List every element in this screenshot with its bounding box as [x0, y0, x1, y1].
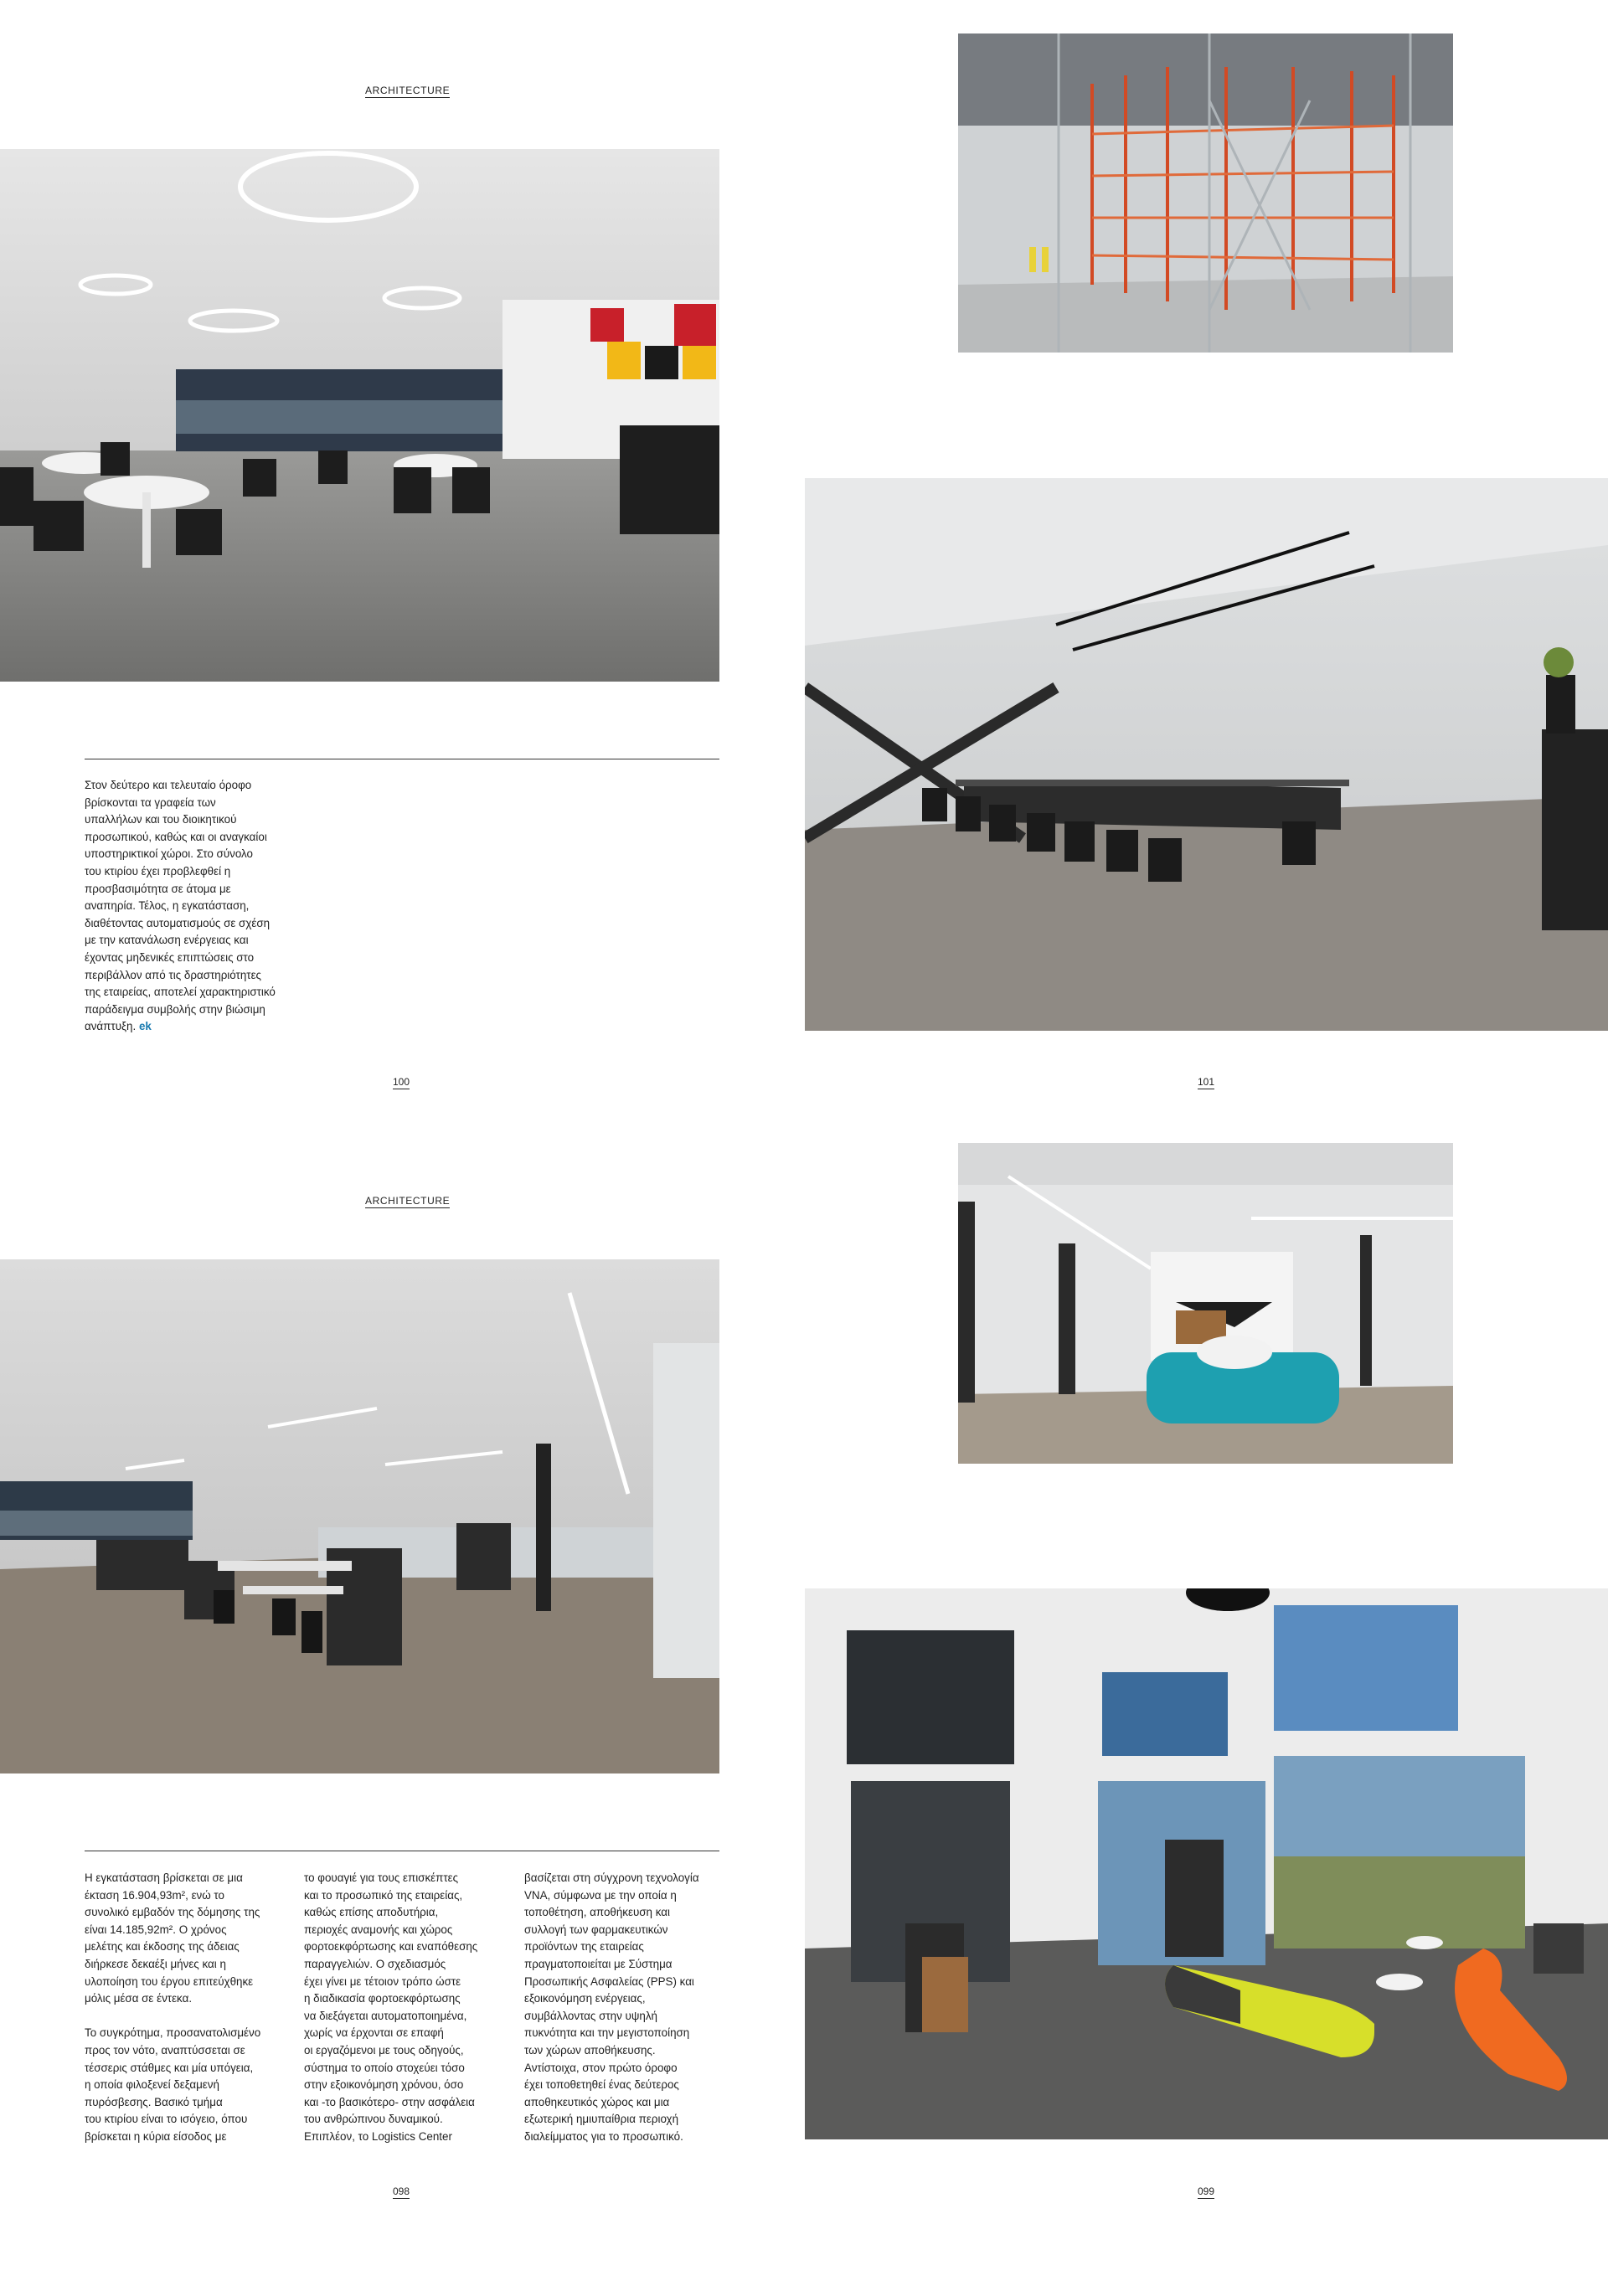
- page-number-left: 100: [393, 1076, 410, 1088]
- page-number-left: 098: [393, 2185, 410, 2197]
- warehouse-photo: [958, 33, 1453, 353]
- cafeteria-photo: [0, 149, 719, 682]
- paragraph-text: Στον δεύτερο και τελευταίο όροφο βρίσκονται τα γραφεία των υπαλλήλων και του διοικητικού προσωπικού, καθώς και οι αναγκαίοι υποστηρικτικοί χώροι. Στο σύνολο του κτιρίου έχει προβλεφθεί η προσβασιμότητα σε άτομα με αναπηρία. Τέλος, η εγκατάσταση, διαθέτοντας αυτοματισμούς σε σχέση με την κατανάλωση ενέργειας και έχοντας μηδενικές επιπτώσεις στο περιβάλλον από τις δραστηριότητες της εταιρείας, αποτελεί χαρακτηριστικό παράδειγμα συμβολής στην βιώσιμη ανάπτυξη.: [85, 779, 276, 1033]
- article-column-3: βασίζεται στη σύγχρονη τεχνολογία VNA, σύμφωνα με την οποία η τοποθέτηση, αποθήκευση και συλλογή των φαρμακευτικών προϊόντων της εταιρείας πραγματοποιείται με Σύστημα Προσωπικής Ασφαλείας (PPS) και εξοικονόμηση ενέργειας, συμβάλλοντας στην υψηλή πυκνότητα και την μεγιστοποίηση των χώρων αποθήκευσης. Αντίστοιχα, στον πρώτο όροφο έχει τοποθετηθεί ένας δεύτερος αποθηκευτικός χώρος και μια εξωτερική ημιυπαίθρια περιοχή διαλείμματος για το προσωπικό.: [524, 1871, 699, 2143]
- section-label: ARCHITECTURE: [365, 1195, 451, 1207]
- article-column-2: το φουαγιέ για τους επισκέπτες και το προσωπικό της εταιρείας, καθώς επίσης αποδυτήρια, περιοχές αναμονής και χώρος φορτοεκφόρτωσης και εναπόθεσης παραγγελιών. Ο σχεδιασμός έχει γίνει με τέτοιον τρόπο ώστε η διαδικασία φορτοεκφόρτωσης να διεξάγεται αυτοματοποιημένα, χωρίς να έρχονται σε επαφή οι εργαζόμενοι με τους οδηγούς, σύστημα το οποίο στοχεύει τόσο στην εξοικονόμηση χρόνου, όσο και -το βασικότερο- στην ασφάλεια του ανθρώπινου δυναμικού. Επιπλέον, το Logistics Center: [304, 1871, 478, 2143]
- atrium-photo: [805, 1588, 1608, 2139]
- lobby-photo: [958, 1143, 1453, 1464]
- page-number-right: 099: [1198, 2185, 1215, 2197]
- author-signature: ek: [138, 1020, 152, 1033]
- office-photo: [0, 1259, 719, 1773]
- page-number-right: 101: [1198, 1076, 1215, 1088]
- article-column-1: Η εγκατάσταση βρίσκεται σε μια έκταση 16.904,93m², ενώ το συνολικό εμβαδόν της δόμησης της είναι 14.185,92m². Ο χρόνος μελέτης και έκδοσης της άδειας διήρκεσε δεκαέξι μήνες και η υλοποίηση του έργου επιτεύχθηκε μόλις μέσα σε έντεκα. Το συγκρότημα, προσανατολισμένο προς τον νότο, αναπτύσσεται σε τέσσερις στάθμες και μία υπόγεια, η οποία φιλοξενεί δεξαμενή πυρόσβεσης. Βασικό τμήμα του κτιρίου είναι το ισόγειο, όπου βρίσκεται η κύρια είσοδος με: [85, 1871, 261, 2143]
- boardroom-photo: [805, 478, 1608, 1031]
- section-label: ARCHITECTURE: [365, 85, 451, 96]
- article-paragraph: [85, 777, 319, 1036]
